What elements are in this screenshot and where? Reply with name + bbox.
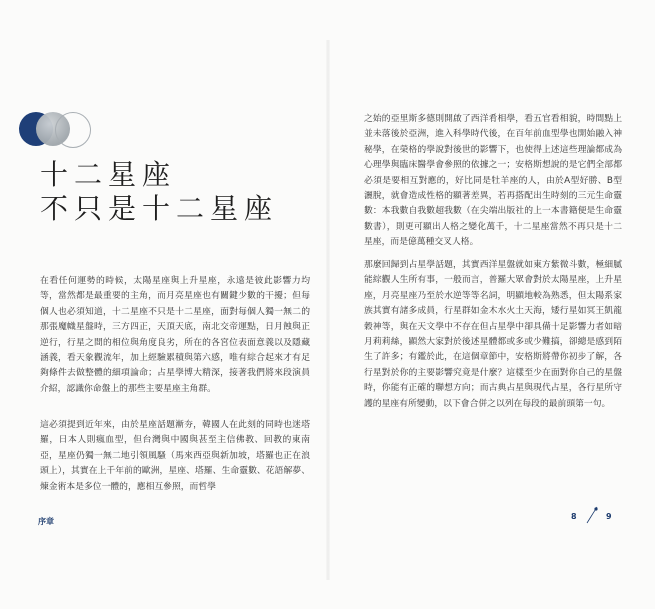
chapter-title-line-2: 不只是十二星座	[40, 192, 279, 225]
running-footer: 序章	[38, 517, 54, 526]
chapter-title-line-1: 十二星座	[40, 158, 177, 191]
right-page	[328, 0, 655, 609]
page-number-left: 8	[571, 512, 577, 521]
body-paragraph-4: 那麼回歸到占星學話題，其實西洋星盤就如東方紫微斗數，極細膩能綜觀人生所有事，一般而言，普羅大眾會對於太陽星座，上升星座，月亮星座乃至於水逆等等名詞，明顯地較為熟悉，但太陽系家族其實有諸多成員，行星群如金木水火土天海，矮行星如冥王凱龍穀神等，與在天文學中不存在但占星學中卻具備十足影響力者如暗月莉莉絲，顯然大家對於後述星體都或多或少難搞，卻總是感到陌生了許多；有鑑於此，在這個章節中，安格斯將帶你初步了解，各行星對於你的主要影響究竟是什麼？這樣至少在面對你自己的星盤時，你能有正確的聯想方向；而古典占星與現代占星，各行星所守護的星座有所變動，以下會合併之以列在每段的最前頭第一句。	[364, 260, 622, 409]
folio-separator-icon	[584, 505, 600, 525]
chapter-title	[40, 158, 320, 226]
page-number-right: 9	[606, 512, 612, 521]
decorative-circles	[19, 112, 89, 154]
outline-circle	[55, 112, 91, 148]
body-paragraph-3: 之始的亞里斯多德則開啟了西洋肴相學，看五官看相貌，時間點上並未落後於亞洲，進入科學時代後，在百年前血型學也開始融入神秘學，在榮格的學說對後世的影響下，也使得上述這些理論都成為心理學與臨床醫學會參照的依據之一；安格斯想說的是它們全部都必須是要相互對應的，好比同是牡羊座的人，由於A型好勝、B型灑脫，就會造成性格的顯著差異，若再搭配出生時刻的三元生命靈數：本我數自我數超我數（在尖端出版社的上一本書籍便是生命靈數書），則更可顯出人格之變化萬千，十二星座當然不再只是十二星座，而是億萬種交叉人格。	[364, 114, 622, 248]
body-paragraph-1: 在看任何運勢的時候，太陽星座與上升星座，永遠是彼此影響力均等，當然都是最重要的主角，而月亮星座也有關鍵少數的干擾；但每個人也必須知道，十二星座不只是十二星座，面對每個人獨一無二的那張魔幟星盤時，三方四正，天頂天底，南北交帝運點，日月蝕與正逆行，行星之間的相位與角度良劣，所在的各宮位表面意義以及隱藏涵義，看天象觀流年，加上經驗累積與第六感，唯有綜合起來才有足夠條件去做整體的細項論命；占星學博大精深，接著我們將來段演員介紹，認識你命盤上的那些主要星座主角群。	[40, 276, 310, 394]
body-paragraph-2: 這必須提到近年來，由於星座話題漸夯，韓國人在此刻的同時也迷塔羅，日本人則瘋血型，但台灣與中國與甚至主信佛教、回教的東南亞，星座仍獨一無二地引領風騷（馬來西亞與新加坡，塔羅也正在浪頭上），其實在上千年前的歐洲，星座、塔羅、生命靈數、花語解夢、煉金術本是多位一體的，應相互參照，而哲學	[40, 420, 310, 492]
